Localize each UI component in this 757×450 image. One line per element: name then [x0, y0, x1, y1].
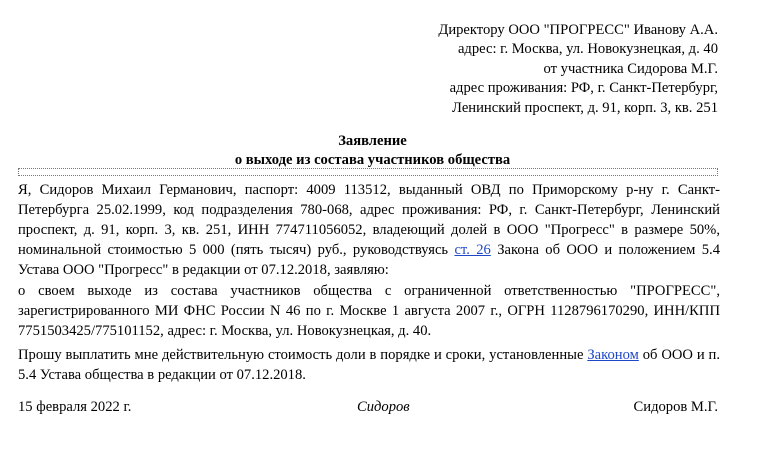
paragraph-text: об ООО и п. 5.4 Устава общества в редакции от 07.12.2018. — [18, 347, 721, 383]
paragraph-text: Закона об ООО и положением 5.4 Устава ООО "Прогресс" в редакции от 07.12.2018, заявляю: — [18, 242, 720, 278]
paragraph-applicant — [18, 180, 720, 280]
document-title — [0, 132, 745, 170]
separator-box — [18, 168, 718, 176]
addressee-line: адрес: г. Москва, ул. Новокузнецкая, д. 40 — [457, 41, 718, 58]
signing-date: 15 февраля 2022 г. — [18, 399, 132, 415]
paragraph-text: о своем выходе из состава участников общества с ограниченной ответственностью "ПРОГРЕСС", зарегистрированного МИ ФНС России N 46 по г. Москве 1 августа 2007 г., ОГРН 1128796170290, ИНН/КПП 7751503425/775101152, адрес: г. Москва, ул. Новокузнецкая, д. 40. — [18, 283, 720, 339]
addressee-line: Ленинский проспект, д. 91, корп. 3, кв. 251 — [452, 99, 718, 116]
signature: Сидоров — [357, 399, 410, 415]
addressee-line: адрес проживания: РФ, г. Санкт-Петербург, — [449, 80, 718, 97]
paragraph-text: Я, Сидоров Михаил Германович, паспорт: 4009 113512, выданный ОВД по Приморскому р-ну г. Санкт-Петербурга 25.02.1999, код подразделения 780-068, адрес проживания: РФ, г. Санкт-Петербург, Ленинский проспект, д. 91, корп. 3, кв. 251, ИНН 774711056052, владеющий долей в ООО "Прогресс" в размере 50%, номинальной стоимостью 5 000 (пять тысяч) руб., руководствуясь — [18, 182, 720, 258]
paragraph-text: Прошу выплатить мне действительную стоимость доли в порядке и сроки, установленные — [18, 347, 588, 363]
link-law[interactable]: Законом — [587, 347, 639, 363]
paragraph-withdrawal — [18, 281, 720, 341]
addressee-line: Директору ООО "ПРОГРЕСС" Иванову А.А. — [438, 22, 718, 38]
title-line-2: о выходе из состава участников общества — [234, 152, 511, 168]
link-article-26[interactable]: ст. 26 — [454, 242, 491, 258]
title-line-1: Заявление — [338, 133, 407, 149]
signer-name: Сидоров М.Г. — [633, 399, 718, 415]
addressee-line: от участника Сидорова М.Г. — [543, 60, 718, 77]
paragraph-payment-request — [18, 345, 720, 385]
addressee-block — [438, 21, 718, 118]
